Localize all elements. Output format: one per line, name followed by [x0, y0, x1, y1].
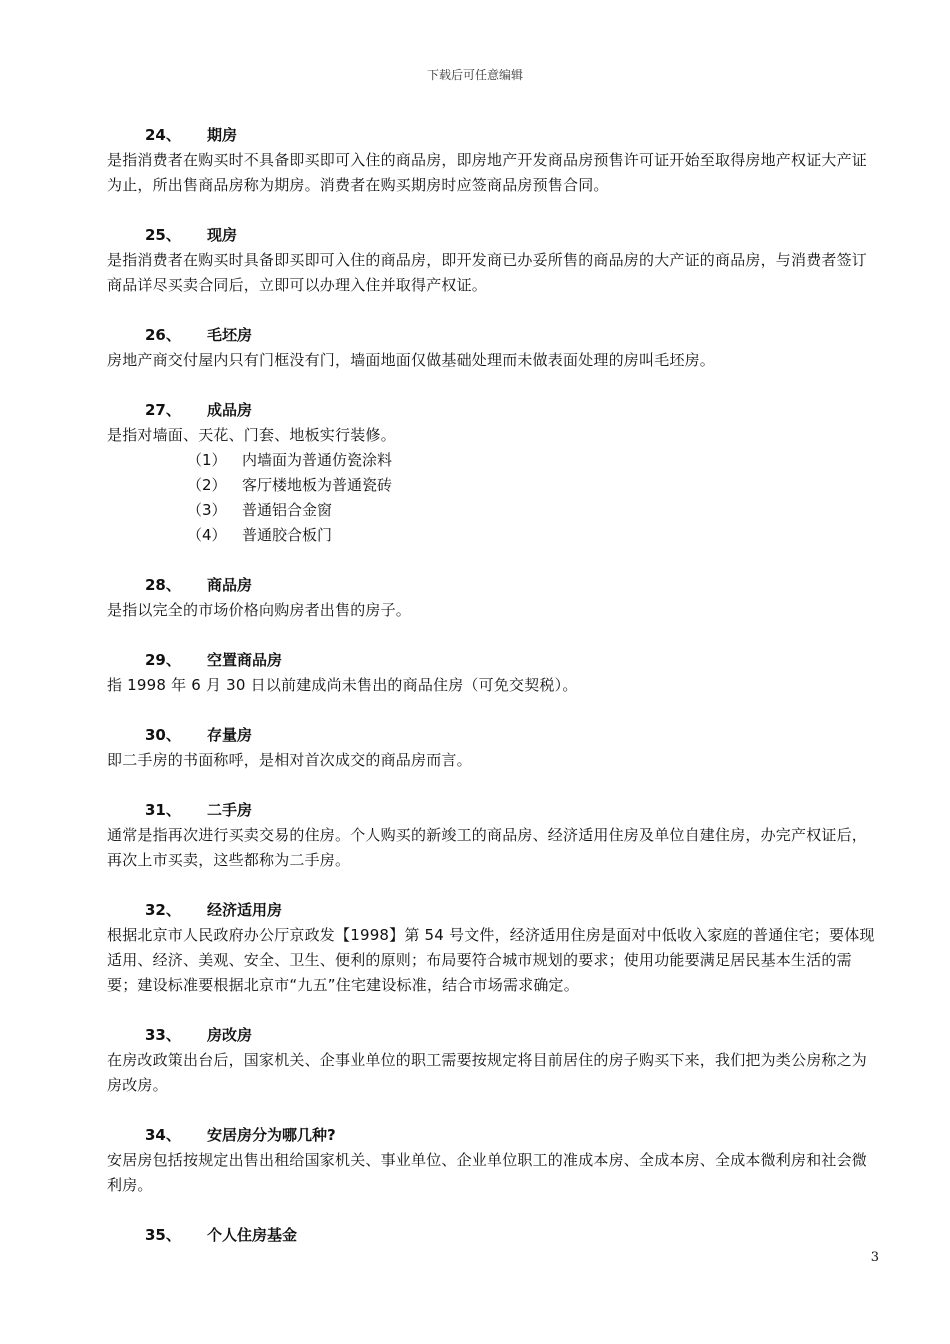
document-body [107, 123, 879, 1273]
section-heading [107, 123, 879, 148]
list-item-number: （3） [187, 501, 227, 519]
section-number: 26、 [145, 326, 181, 344]
section-heading [107, 573, 879, 598]
section-paragraph: 是指消费者在购买时具备即买即可入住的商品房，即开发商已办妥所售的商品房的大产证的商品房，与消费者签订商品详尽买卖合同后，立即可以办理入住并取得产权证。 [107, 251, 868, 294]
section-paragraph: 安居房包括按规定出售出租给国家机关、事业单位、企业单位职工的准成本房、全成本房、全成本微利房和社会微利房。 [107, 1151, 868, 1194]
section-heading [107, 648, 879, 673]
section-number: 24、 [145, 126, 181, 144]
section-number: 29、 [145, 651, 181, 669]
section-title: 毛坯房 [207, 326, 253, 344]
page-number: 3 [870, 1250, 879, 1265]
section-28 [107, 573, 879, 623]
section-title: 经济适用房 [207, 901, 283, 919]
section-heading [107, 323, 879, 348]
section-title: 个人住房基金 [207, 1226, 298, 1244]
section-paragraph: 在房改政策出台后，国家机关、企事业单位的职工需要按规定将目前居住的房子购买下来，我们把为类公房称之为房改房。 [107, 1051, 868, 1094]
list-item [107, 523, 879, 548]
list-item-text: 普通铝合金窗 [242, 501, 333, 519]
section-26 [107, 323, 879, 373]
list-item-number: （1） [187, 451, 227, 469]
list-item-number: （4） [187, 526, 227, 544]
section-paragraph: 房地产商交付屋内只有门框没有门，墙面地面仅做基础处理而未做表面处理的房叫毛坯房。 [107, 351, 716, 369]
section-number: 32、 [145, 901, 181, 919]
section-27 [107, 398, 879, 548]
list-item [107, 473, 879, 498]
section-paragraph: 指 1998 年 6 月 30 日以前建成尚未售出的商品住房（可免交契税）。 [107, 676, 578, 694]
section-title: 商品房 [207, 576, 253, 594]
section-30 [107, 723, 879, 773]
section-number: 25、 [145, 226, 181, 244]
page-header: 下载后可任意编辑 [426, 68, 523, 82]
section-32 [107, 898, 879, 998]
section-title: 成品房 [207, 401, 253, 419]
section-heading [107, 723, 879, 748]
section-paragraph: 根据北京市人民政府办公厅京政发【1998】第 54 号文件，经济适用住房是面对中低收入家庭的普通住宅；要体现适用、经济、美观、安全、卫生、便利的原则；布局要符合城市规划的要求；使用功能要满足居民基本生活的需要；建设标准要根据北京市“九五”住宅建设标准，结合市场需求确定。 [107, 926, 875, 994]
list-item-text: 普通胶合板门 [242, 526, 333, 544]
section-heading [107, 898, 879, 923]
section-heading [107, 1223, 879, 1248]
section-title: 二手房 [207, 801, 253, 819]
section-33 [107, 1023, 879, 1098]
section-heading [107, 1123, 879, 1148]
section-title: 存量房 [207, 726, 253, 744]
list-item [107, 448, 879, 473]
section-paragraph: 通常是指再次进行买卖交易的住房。个人购买的新竣工的商品房、经济适用住房及单位自建住房，办完产权证后，再次上市买卖，这些都称为二手房。 [107, 826, 868, 869]
list-item-number: （2） [187, 476, 227, 494]
section-title: 期房 [207, 126, 238, 144]
section-title: 房改房 [207, 1026, 253, 1044]
section-paragraph: 是指对墙面、天花、门套、地板实行装修。 [107, 426, 396, 444]
section-number: 28、 [145, 576, 181, 594]
list-item [107, 498, 879, 523]
section-heading [107, 223, 879, 248]
section-number: 34、 [145, 1126, 181, 1144]
section-heading [107, 398, 879, 423]
section-number: 31、 [145, 801, 181, 819]
section-paragraph: 是指消费者在购买时不具备即买即可入住的商品房，即房地产开发商品房预售许可证开始至取得房地产权证大产证为止，所出售商品房称为期房。消费者在购买期房时应签商品房预售合同。 [107, 151, 868, 194]
list-item-text: 内墙面为普通仿瓷涂料 [242, 451, 393, 469]
section-number: 35、 [145, 1226, 181, 1244]
section-paragraph: 是指以完全的市场价格向购房者出售的房子。 [107, 601, 412, 619]
decoration-list [107, 448, 879, 548]
section-25 [107, 223, 879, 298]
section-number: 33、 [145, 1026, 181, 1044]
section-24 [107, 123, 879, 198]
section-number: 27、 [145, 401, 181, 419]
section-heading [107, 798, 879, 823]
section-29 [107, 648, 879, 698]
section-title: 安居房分为哪几种? [207, 1126, 336, 1144]
section-title: 空置商品房 [207, 651, 283, 669]
section-35 [107, 1223, 879, 1248]
section-number: 30、 [145, 726, 181, 744]
section-heading [107, 1023, 879, 1048]
list-item-text: 客厅楼地板为普通瓷砖 [242, 476, 393, 494]
section-34 [107, 1123, 879, 1198]
section-paragraph: 即二手房的书面称呼，是相对首次成交的商品房而言。 [107, 751, 472, 769]
section-title: 现房 [207, 226, 238, 244]
section-31 [107, 798, 879, 873]
